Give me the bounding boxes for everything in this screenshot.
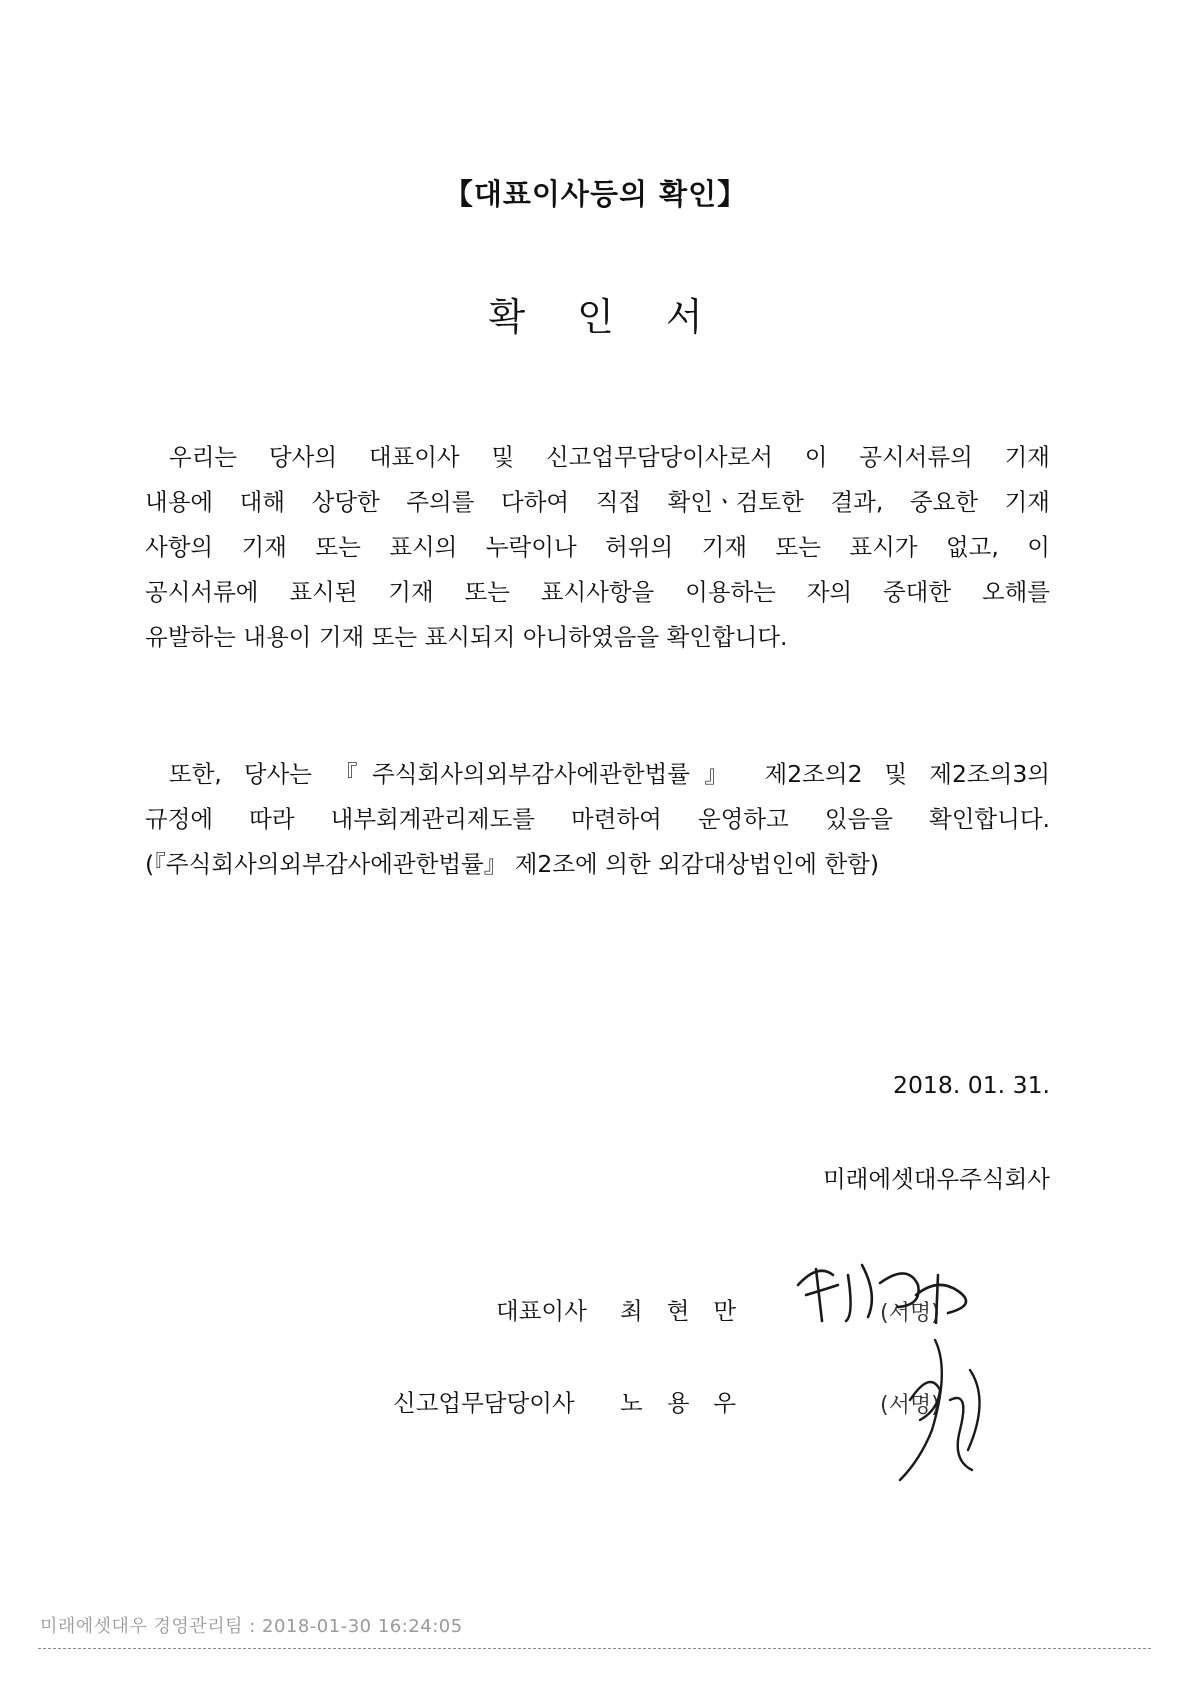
officer-name: 노용우 [620,1389,761,1417]
section-heading: 【대표이사등의 확인】 [443,177,748,211]
paragraph1-line-2: 내용에 대해 상당한 주의를 다하여 직접 확인ㆍ검토한 결과, 중요한 기재 [145,488,1050,516]
footer-divider [38,1648,1151,1649]
officer-title: 신고업무담당이사 [393,1389,575,1417]
paragraph2-line-1: 또한, 당사는 『주식회사의외부감사에관한법률』 제2조의2 및 제2조의3의 [169,760,1050,788]
footer-timestamp: 미래에셋대우 경영관리팀 : 2018-01-30 16:24:05 [40,1616,463,1637]
ceo-title: 대표이사 [496,1297,587,1325]
officer-signature [880,1330,1000,1490]
officer-sign-label: (서명) [880,1393,940,1418]
paragraph1-line-3: 사항의 기재 또는 표시의 누락이나 허위의 기재 또는 표시가 없고, 이 [145,533,1050,561]
paragraph1-line-4: 공시서류에 표시된 기재 또는 표시사항을 이용하는 자의 중대한 오해를 [145,578,1050,606]
ceo-sign-label: (서명) [880,1301,940,1326]
paragraph1-line-5: 유발하는 내용이 기재 또는 표시되지 아니하였음을 확인합니다. [145,623,788,651]
internal-control-paragraph [145,752,1050,887]
ceo-name: 최현만 [620,1297,761,1325]
paragraph1-line-1: 우리는 당사의 대표이사 및 신고업무담당이사로서 이 공시서류의 기재 [169,443,1050,471]
confirmation-paragraph [145,435,1050,660]
paragraph2-line-3: (『주식회사의외부감사에관한법률』 제2조에 의한 외감대상법인에 한함) [145,850,880,878]
paragraph2-line-2: 규정에 따라 내부회계관리제도를 마련하여 운영하고 있음을 확인합니다. [145,805,1050,833]
document-title: 확인서 [488,295,755,339]
company-name: 미래에셋대우주식회사 [822,1165,1050,1193]
ceo-signature [788,1255,988,1335]
document-date: 2018. 01. 31. [893,1071,1050,1099]
